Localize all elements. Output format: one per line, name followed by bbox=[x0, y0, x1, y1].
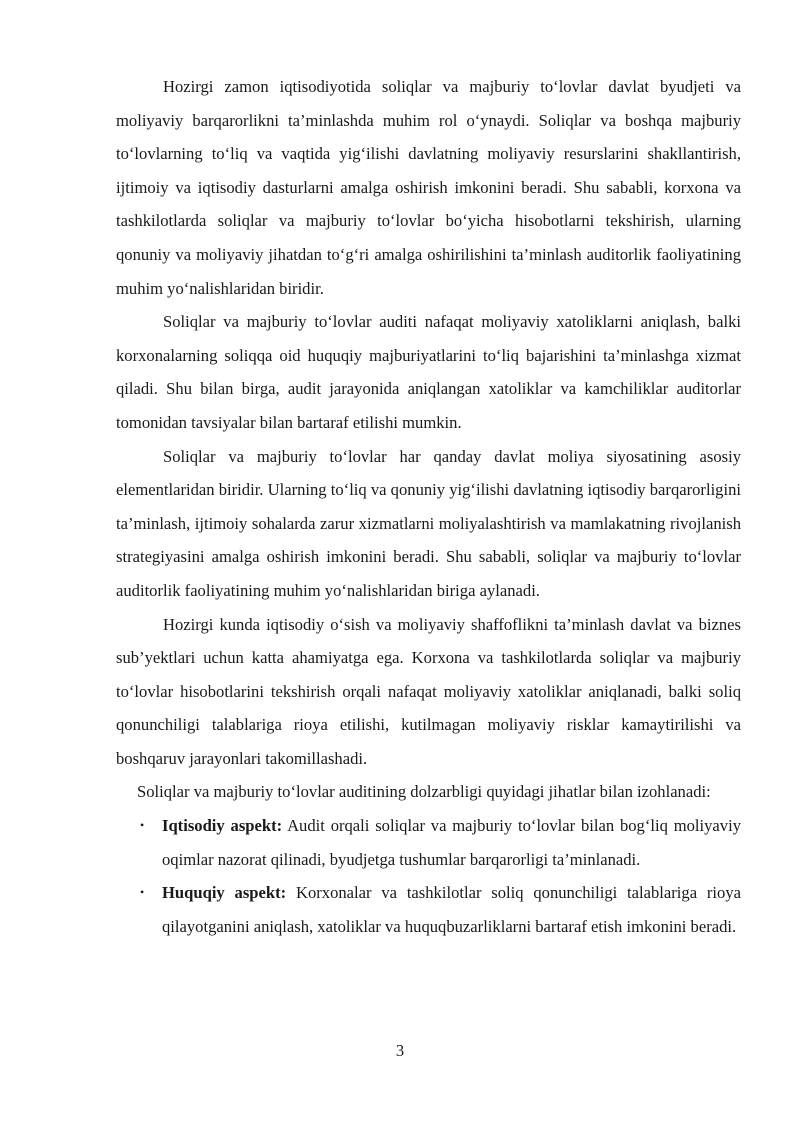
paragraph-1: Hozirgi zamon iqtisodiyotida soliqlar va majburiy to‘lovlar davlat byudjeti va moliyaviy barqarorlikni ta’minlashda muhim rol o‘ynaydi. Soliqlar va boshqa majburiy to‘lovlarning to‘liq va vaqtida yig‘ilishi davlatning moliyaviy resurslarini shakllantirish, ijtimoiy va iqtisodiy dasturlarni amalga oshirish imkonini beradi. Shu sababli, korxona va tashkilotlarda soliqlar va majburiy to‘lovlar bo‘yicha hisobotlarni tekshirish, ularning qonuniy va moliyaviy jihatdan to‘g‘ri amalga oshirilishini ta’minlash auditorlik faoliyatining muhim yo‘nalishlaridan biridir. bbox=[116, 77, 741, 298]
bullet-icon: • bbox=[140, 885, 145, 900]
document-body bbox=[116, 70, 741, 943]
paragraph-2: Soliqlar va majburiy to‘lovlar auditi nafaqat moliyaviy xatoliklarni aniqlash, balki korxonalarning soliqqa oid huquqiy majburiyatlarini to‘liq bajarishini ta’minlashga xizmat qiladi. Shu bilan birga, audit jarayonida aniqlangan xatoliklar va kamchiliklar auditorlar tomonidan tavsiyalar bilan bartaraf etilishi mumkin. bbox=[116, 312, 741, 432]
list-item-economic-aspect bbox=[116, 809, 741, 876]
list-item-term: Iqtisodiy aspekt: bbox=[162, 816, 283, 836]
list-item-text: Korxonalar va tashkilotlar soliq qonunchiligi talablariga rioya qilayotganini aniqlash, xatoliklar va huquqbuzarliklarni bartaraf etish imkonini beradi. bbox=[162, 883, 741, 936]
paragraph-3: Soliqlar va majburiy to‘lovlar har qanday davlat moliya siyosatining asosiy elementlaridan biridir. Ularning to‘liq va qonuniy yig‘ilishi davlatning iqtisodiy barqarorligini ta’minlash, ijtimoiy sohalarda zarur xizmatlarni moliyalashtirish va mamlakatning rivojlanish strategiyasini amalga oshirish imkonini beradi. Shu sababli, soliqlar va majburiy to‘lovlar auditorlik faoliyatining muhim yo‘nalishlaridan biriga aylanadi. bbox=[116, 446, 741, 600]
aspect-list bbox=[116, 809, 741, 943]
page-number: 3 bbox=[395, 1041, 405, 1060]
paragraph-4: Hozirgi kunda iqtisodiy o‘sish va moliyaviy shaffoflikni ta’minlash davlat va biznes sub’yektlari uchun katta ahamiyatga ega. Korxona va tashkilotlarda soliqlar va majburiy to‘lovlar hisobotlarini tekshirish orqali nafaqat moliyaviy xatoliklar aniqlanadi, balki soliq qonunchiligi talablariga rioya etilishi, kutilmagan moliyaviy risklar kamaytirilishi va boshqaruv jarayonlari takomillashadi. bbox=[116, 614, 741, 768]
intro-paragraph: Soliqlar va majburiy to‘lovlar auditining dolzarbligi quyidagi jihatlar bilan izohlanadi: bbox=[137, 782, 711, 802]
bullet-icon: • bbox=[140, 818, 145, 833]
list-item-text: Audit orqali soliqlar va majburiy to‘lovlar bilan bog‘liq moliyaviy oqimlar nazorat qilinadi, byudjetga tushumlar barqarorligi ta’minlanadi. bbox=[162, 816, 742, 869]
list-item-term: Huquqiy aspekt: bbox=[162, 883, 287, 903]
list-item-legal-aspect bbox=[116, 876, 741, 943]
